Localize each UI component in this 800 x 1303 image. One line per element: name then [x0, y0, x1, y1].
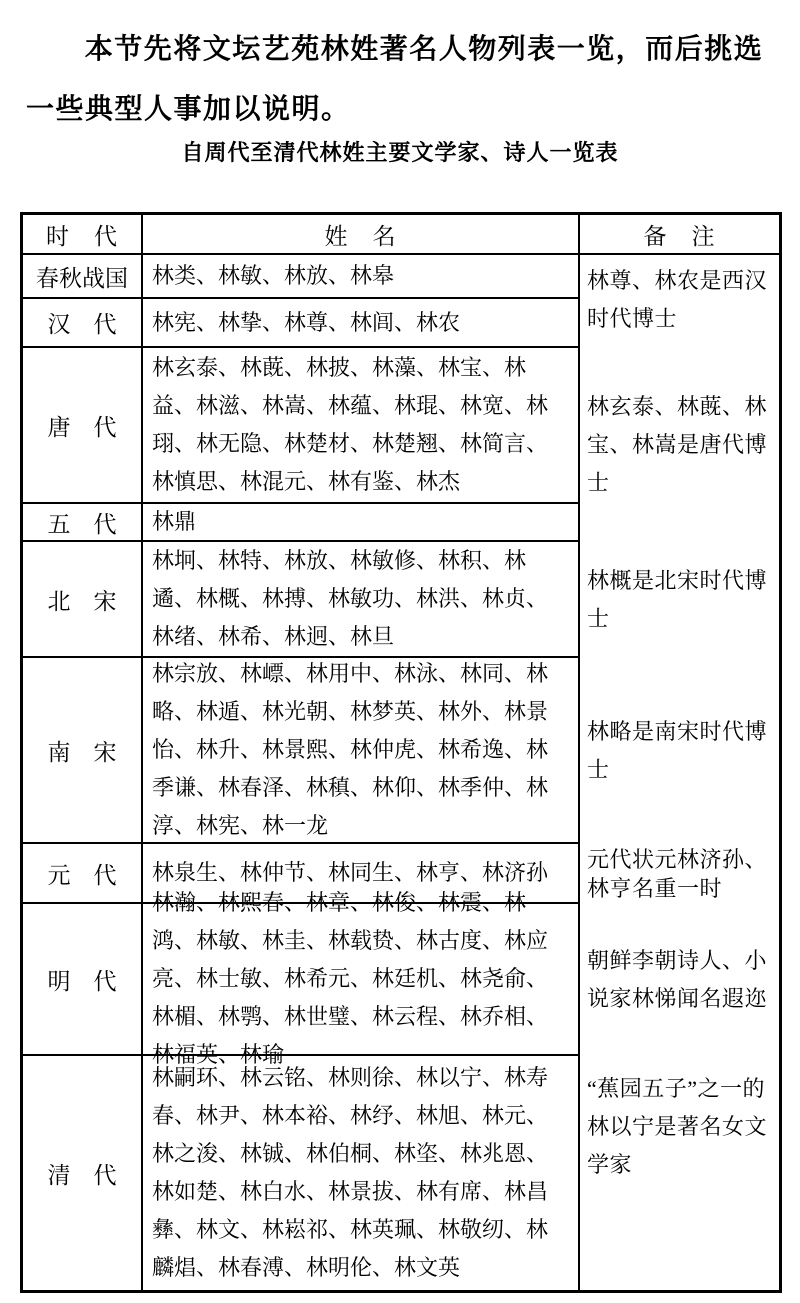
names-cell-yuan: 林泉生、林仲节、林同生、林亨、林济孙	[143, 844, 580, 904]
note-block-yuan: 元代状元林济孙、林亨名重一时	[587, 847, 768, 901]
names-table	[20, 212, 782, 1293]
names-cell-ming: 林瀚、林熙春、林章、林俊、林震、林鸿、林敏、林圭、林载贽、林古度、林应亮、林士敏、林希元、林廷机、林尧俞、林楣、林鹗、林世璧、林云程、林乔相、林福英、林瑜	[143, 904, 580, 1056]
era-cell-han: 汉 代	[23, 299, 143, 348]
names-cell-wudai: 林鼎	[143, 504, 580, 542]
table-title: 自周代至清代林姓主要文学家、诗人一览表	[181, 140, 619, 165]
names-cell-beisong: 林坰、林特、林放、林敏修、林积、林遹、林概、林搏、林敏功、林洪、林贞、林绪、林希、林迥、林旦	[143, 542, 580, 658]
era-cell-chunqiu: 春秋战国	[23, 255, 143, 299]
note-block-tang: 林玄泰、林蔇、林宝、林嵩是唐代博士	[587, 394, 768, 495]
notes-column	[580, 255, 779, 1290]
era-cell-wudai: 五 代	[23, 504, 143, 542]
names-cell-tang: 林玄泰、林蔇、林披、林藻、林宝、林益、林滋、林嵩、林蕴、林琨、林宽、林珝、林无隐、林楚材、林楚翘、林简言、林慎思、林混元、林有鉴、林杰	[143, 348, 580, 504]
era-cell-nansong: 南 宋	[23, 658, 143, 844]
era-cell-ming: 明 代	[23, 904, 143, 1056]
era-cell-beisong: 北 宋	[23, 542, 143, 658]
note-block-nansong: 林略是南宋时代博士	[587, 719, 768, 782]
note-block-qing: “蕉园五子”之一的林以宁是著名女文学家	[587, 1076, 768, 1177]
note-block-beisong: 林概是北宋时代博士	[587, 568, 768, 631]
names-cell-qing: 林嗣环、林云铭、林则徐、林以宁、林寿春、林尹、林本裕、林纾、林旭、林元、林之浚、林铖、林伯桐、林垐、林兆恩、林如楚、林白水、林景拔、林有席、林昌彝、林文、林崧祁、林英珮、林敬纫、林麟焻、林春溥、林明伦、林文英	[143, 1056, 580, 1290]
header-cell-names: 姓 名	[143, 215, 580, 255]
names-cell-chunqiu: 林类、林敏、林放、林皋	[143, 255, 580, 299]
note-block-han: 林尊、林农是西汉时代博士	[587, 268, 768, 331]
header-cell-notes: 备 注	[580, 215, 779, 255]
names-cell-han: 林宪、林挚、林尊、林闾、林农	[143, 299, 580, 348]
header-cell-era: 时 代	[23, 215, 143, 255]
era-cell-tang: 唐 代	[23, 348, 143, 504]
intro-paragraph: 本节先将文坛艺苑林姓著名人物列表一览，而后挑选一些典型人事加以说明。	[26, 34, 764, 125]
note-block-ming: 朝鲜李朝诗人、小说家林悌闻名遐迩	[587, 948, 768, 1011]
era-cell-yuan: 元 代	[23, 844, 143, 904]
names-cell-nansong: 林宗放、林㟽、林用中、林泳、林同、林略、林遁、林光朝、林梦英、林外、林景怡、林升、林景熙、林仲虎、林希逸、林季谦、林春泽、林稹、林仰、林季仲、林淳、林宪、林一龙	[143, 658, 580, 844]
era-cell-qing: 清 代	[23, 1056, 143, 1290]
